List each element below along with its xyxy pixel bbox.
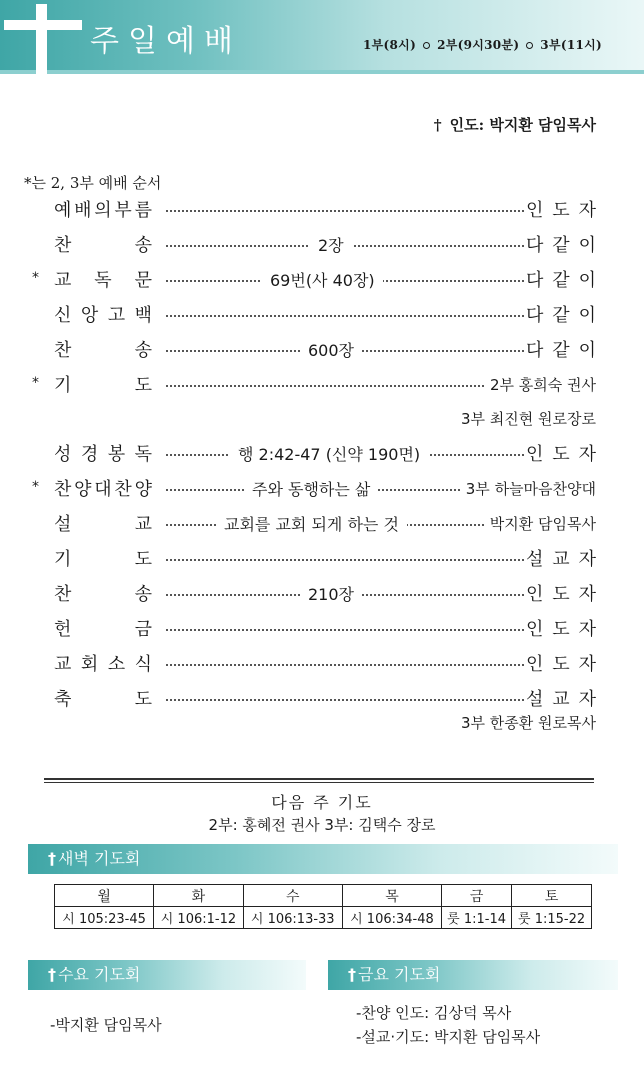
order-person-char: 다	[526, 340, 544, 361]
order-person-char: 도	[552, 444, 570, 465]
order-person-char: 자	[578, 654, 596, 675]
order-title-char: 봉	[107, 444, 126, 465]
wednesday-prayer-band	[28, 960, 306, 990]
dotted-leader	[166, 629, 524, 631]
cross-icon	[36, 4, 47, 76]
table-header-day: 목	[342, 885, 441, 907]
order-detail: 210장	[300, 582, 362, 605]
order-title-char: 회	[80, 654, 99, 675]
order-title-char: 배	[74, 200, 92, 221]
table-row	[55, 885, 592, 907]
service-schedule	[363, 36, 602, 53]
schedule-second: 2부(9시30분)	[437, 38, 520, 52]
order-row	[0, 336, 644, 366]
order-person	[526, 650, 596, 676]
order-title-char: 기	[54, 375, 72, 396]
order-person-char: 인	[526, 584, 544, 605]
order-person-char: 설	[526, 549, 544, 570]
order-row	[0, 196, 644, 226]
order-person-char: 자	[578, 689, 596, 710]
order-title-char: 신	[54, 305, 72, 326]
order-title	[54, 650, 152, 676]
dotted-leader	[166, 315, 524, 317]
order-note: *는 2, 3부 예배 순서	[24, 174, 162, 192]
table-row	[55, 907, 592, 929]
next-week-prayers: 2부: 홍혜전 권사 3부: 김택수 장로	[208, 816, 436, 834]
order-title-char: 의	[94, 200, 112, 221]
order-person-char: 교	[552, 689, 570, 710]
order-title-char: 문	[134, 270, 152, 291]
order-title	[54, 685, 152, 711]
order-title	[54, 545, 152, 571]
order-person	[526, 301, 596, 327]
order-title	[54, 231, 152, 257]
order-detail: 600장	[300, 338, 362, 361]
order-title-char: 양	[74, 479, 92, 500]
order-title-char: 교	[134, 514, 152, 535]
order-row	[0, 650, 644, 680]
order-title-char: 경	[80, 444, 99, 465]
friday-prayer-band	[328, 960, 618, 990]
page-title: 주일예배	[90, 24, 242, 59]
order-title-char: 헌	[54, 619, 72, 640]
order-person-char: 이	[578, 235, 596, 256]
order-row	[0, 231, 644, 261]
order-person-char: 자	[578, 549, 596, 570]
circle-separator-icon	[423, 42, 430, 49]
order-title	[54, 510, 152, 536]
dagger-icon: †	[433, 116, 442, 134]
order-title-char: 양	[134, 479, 152, 500]
order-person-char: 같	[552, 340, 570, 361]
section-divider-thin	[44, 782, 594, 783]
order-title-char: 찬	[114, 479, 132, 500]
table-cell-reading: 룻 1:15-22	[512, 907, 592, 929]
table-cell-reading: 룻 1:1-14	[442, 907, 512, 929]
order-person	[526, 196, 596, 222]
order-title-char: 찬	[54, 235, 72, 256]
order-title	[54, 615, 152, 641]
order-mark: *	[32, 270, 39, 286]
order-detail: 주와 동행하는 삶	[244, 477, 378, 500]
order-detail: 2장	[310, 233, 352, 256]
table-cell-reading: 시 106:13-33	[243, 907, 342, 929]
order-row	[0, 580, 644, 610]
order-person: 3부 하늘마음찬양대	[462, 478, 596, 499]
order-row	[0, 545, 644, 575]
order-title-char: 소	[107, 654, 126, 675]
order-row	[0, 266, 644, 296]
order-title-char: 기	[54, 549, 72, 570]
table-cell-reading: 시 106:34-48	[342, 907, 441, 929]
order-title	[54, 371, 152, 397]
table-header-day: 월	[55, 885, 154, 907]
order-mark: *	[32, 375, 39, 391]
order-person-char: 다	[526, 305, 544, 326]
order-title-char: 찬	[54, 479, 72, 500]
table-cell-reading: 시 105:23-45	[55, 907, 154, 929]
order-person	[526, 440, 596, 466]
order-title-char: 부	[114, 200, 132, 221]
order-person-char: 설	[526, 689, 544, 710]
order-person-char: 이	[578, 305, 596, 326]
order-mark: *	[32, 479, 39, 495]
order-title	[54, 440, 152, 466]
order-person-char: 도	[552, 584, 570, 605]
order-row	[0, 440, 644, 470]
dawn-prayer-label: 새벽 기도회	[58, 849, 141, 868]
order-title-char: 성	[54, 444, 72, 465]
order-person-char: 도	[552, 200, 570, 221]
order-person-char: 도	[552, 654, 570, 675]
section-divider	[44, 778, 594, 780]
order-row	[0, 685, 644, 715]
order-person-char: 인	[526, 654, 544, 675]
order-title-char: 송	[134, 235, 152, 256]
order-person: 2부 홍희숙 권사	[486, 374, 596, 395]
cross-icon-bar	[4, 20, 82, 30]
order-title-char: 예	[54, 200, 72, 221]
table-cell-reading: 시 106:1-12	[154, 907, 243, 929]
order-title-char: 교	[54, 270, 72, 291]
order-title-char: 금	[134, 619, 152, 640]
order-row	[0, 615, 644, 645]
order-person-char: 인	[526, 444, 544, 465]
table-header-day: 토	[512, 885, 592, 907]
order-person	[526, 615, 596, 641]
order-third-service-person: 3부 최진현 원로장로	[460, 410, 596, 428]
order-person	[526, 336, 596, 362]
order-title-char: 식	[134, 654, 152, 675]
friday-sermon-leader: -설교·기도: 박지환 담임목사	[356, 1028, 541, 1046]
dagger-icon: †	[48, 849, 56, 868]
table-header-day: 수	[243, 885, 342, 907]
order-row	[0, 301, 644, 331]
order-title-char: 도	[134, 375, 152, 396]
dotted-leader	[166, 699, 524, 701]
next-week-title: 다음 주 기도	[271, 793, 373, 812]
order-title	[54, 580, 152, 606]
leader-text: 인도: 박지환 담임목사	[449, 116, 596, 134]
order-detail: 69번(사 40장)	[262, 268, 383, 291]
order-title-char: 독	[94, 270, 112, 291]
order-title	[54, 266, 152, 292]
friday-prayer-label: 금요 기도회	[358, 965, 441, 984]
order-row	[0, 371, 644, 401]
circle-separator-icon	[526, 42, 533, 49]
order-title-char: 교	[54, 654, 72, 675]
order-title	[54, 336, 152, 362]
order-title-char: 대	[94, 479, 112, 500]
order-person-char: 자	[578, 200, 596, 221]
order-title-char: 송	[134, 584, 152, 605]
order-person-char: 같	[552, 270, 570, 291]
order-title-char: 축	[54, 689, 72, 710]
schedule-third: 3부(11시)	[540, 38, 602, 52]
order-title	[54, 475, 152, 501]
order-person: 박지환 담임목사	[486, 513, 596, 534]
order-person	[526, 231, 596, 257]
order-third-service-person: 3부 한종환 원로목사	[460, 714, 596, 732]
table-header-day: 금	[442, 885, 512, 907]
order-person	[526, 580, 596, 606]
order-title-char: 앙	[80, 305, 99, 326]
order-title-char: 도	[134, 689, 152, 710]
dawn-prayer-band	[28, 844, 618, 874]
order-person-char: 자	[578, 619, 596, 640]
order-title	[54, 301, 152, 327]
order-detail: 교회를 교회 되게 하는 것	[216, 512, 407, 535]
order-title-char: 독	[134, 444, 152, 465]
friday-praise-leader: -찬양 인도: 김상덕 목사	[356, 1004, 512, 1022]
order-title-char: 찬	[54, 584, 72, 605]
order-person-char: 인	[526, 619, 544, 640]
order-person-char: 자	[578, 584, 596, 605]
order-title-char: 백	[134, 305, 152, 326]
order-person-char: 인	[526, 200, 544, 221]
order-title-char: 도	[134, 549, 152, 570]
order-person-char: 교	[552, 549, 570, 570]
order-title-char: 고	[107, 305, 126, 326]
dotted-leader	[166, 559, 524, 561]
order-title	[54, 196, 152, 222]
order-detail: 행 2:42-47 (신약 190면)	[230, 442, 428, 465]
order-row	[0, 475, 644, 505]
dotted-leader	[166, 664, 524, 666]
order-person-char: 이	[578, 270, 596, 291]
dotted-leader	[166, 210, 524, 212]
wednesday-prayer-leader: -박지환 담임목사	[50, 1016, 162, 1034]
order-title-char: 찬	[54, 340, 72, 361]
order-person	[526, 266, 596, 292]
order-person-char: 이	[578, 340, 596, 361]
header-underline	[0, 70, 644, 74]
schedule-first: 1부(8시)	[363, 38, 417, 52]
dotted-leader	[166, 385, 484, 387]
wednesday-prayer-label: 수요 기도회	[58, 965, 141, 984]
order-person-char: 도	[552, 619, 570, 640]
order-person	[526, 545, 596, 571]
dawn-readings-table	[54, 884, 592, 929]
table-header-day: 화	[154, 885, 243, 907]
order-person	[526, 685, 596, 711]
dagger-icon: †	[48, 965, 56, 984]
order-title-char: 송	[134, 340, 152, 361]
order-title-char: 름	[134, 200, 152, 221]
order-person-char: 같	[552, 235, 570, 256]
order-person-char: 같	[552, 305, 570, 326]
dagger-icon: †	[348, 965, 356, 984]
order-title-char: 설	[54, 514, 72, 535]
order-person-char: 다	[526, 270, 544, 291]
leader-line	[434, 114, 596, 135]
order-row	[0, 510, 644, 540]
order-person-char: 자	[578, 444, 596, 465]
order-person-char: 다	[526, 235, 544, 256]
